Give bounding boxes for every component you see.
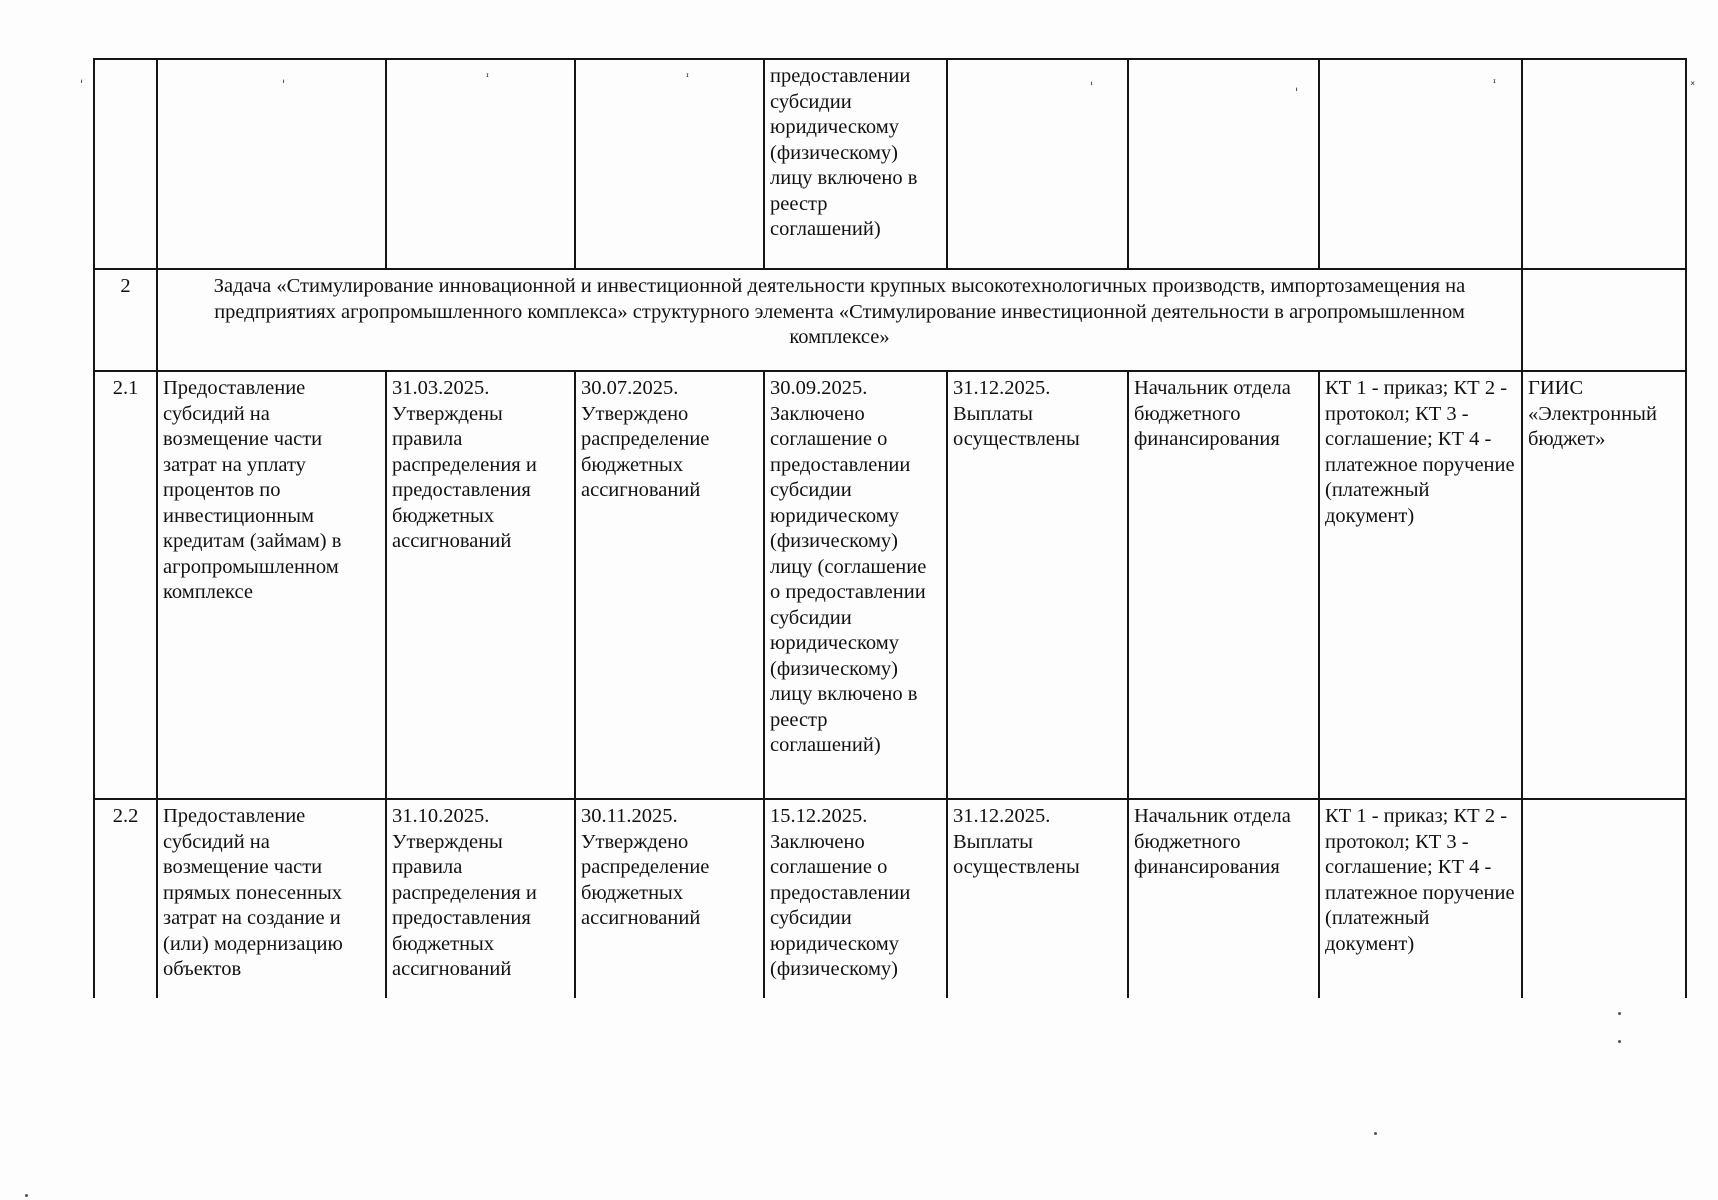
- scan-speck: [1618, 1012, 1621, 1015]
- cell-num: 2: [94, 269, 157, 371]
- cell-kt1: 31.10.2025. Утверждены правила распределения и предоставления бюджетных ассигнований: [386, 799, 575, 998]
- cell-name: Предоставление субсидий на возмещение части затрат на уплату процентов по инвестиционным кредитам (займам) в агропромышленном комплексе: [157, 371, 386, 799]
- table-row-continued: [94, 59, 1686, 269]
- cell-kt3: 30.09.2025. Заключено соглашение о предоставлении субсидии юридическому (физическому) лицу (соглашение о предоставлении субсидии юридическому (физическому) лицу включено в реестр соглашений): [764, 371, 947, 799]
- scan-mark: ˌ: [1090, 72, 1094, 86]
- task-heading: Задача «Стимулирование инновационной и инвестиционной деятельности крупных высокотехнологичных производств, импортозамещения на предприятиях агропромышленного комплекса» структурного элемента «Стимулирование инвестиционной деятельности в агропромышленном комплексе»: [157, 269, 1522, 371]
- cell-num: 2.1: [94, 371, 157, 799]
- scan-speck: [1374, 1132, 1377, 1135]
- scan-speck: [1618, 1040, 1621, 1043]
- cell-kt2: 30.07.2025. Утверждено распределение бюджетных ассигнований: [575, 371, 764, 799]
- cell-system: ГИИС «Электронный бюджет»: [1522, 371, 1686, 799]
- cell-kt4: [947, 59, 1128, 269]
- cell-kt1: 31.03.2025. Утверждены правила распределения и предоставления бюджетных ассигнований: [386, 371, 575, 799]
- cell-document: КТ 1 - приказ; КТ 2 - протокол; КТ 3 - соглашение; КТ 4 - платежное поручение (платежный документ): [1319, 371, 1522, 799]
- cell-kt4: 31.12.2025. Выплаты осуществлены: [947, 371, 1128, 799]
- table-row: [94, 371, 1686, 799]
- scan-mark: ᶦ: [1493, 76, 1497, 90]
- cell-responsible: Начальник отдела бюджетного финансирования: [1128, 799, 1319, 998]
- cell-kt3: предоставлении субсидии юридическому (физическому) лицу включено в реестр соглашений): [764, 59, 947, 269]
- scan-mark: ˣ: [1690, 78, 1696, 92]
- cell-kt4: 31.12.2025. Выплаты осуществлены: [947, 799, 1128, 998]
- plan-table: [93, 58, 1687, 998]
- cell-document: [1319, 59, 1522, 269]
- scan-mark: ˌ: [80, 70, 84, 84]
- cell-document: КТ 1 - приказ; КТ 2 - протокол; КТ 3 - соглашение; КТ 4 - платежное поручение (платежный документ): [1319, 799, 1522, 998]
- cell-system: [1522, 269, 1686, 371]
- cell-num: 2.2: [94, 799, 157, 998]
- cell-name: Предоставление субсидий на возмещение части прямых понесенных затрат на создание и (или) модернизацию объектов: [157, 799, 386, 998]
- cell-kt2: 30.11.2025. Утверждено распределение бюджетных ассигнований: [575, 799, 764, 998]
- scan-mark: ˌ: [282, 70, 286, 84]
- scan-speck: [25, 1194, 28, 1197]
- cell-system: [1522, 799, 1686, 998]
- table-row-task: [94, 269, 1686, 371]
- cell-system: [1522, 59, 1686, 269]
- cell-kt3: 15.12.2025. Заключено соглашение о предоставлении субсидии юридическому (физическому): [764, 799, 947, 998]
- scan-mark: ᶦ: [686, 70, 690, 84]
- cell-responsible: [1128, 59, 1319, 269]
- cell-kt1: [386, 59, 575, 269]
- scan-mark: ᶦ: [486, 70, 490, 84]
- cell-kt2: [575, 59, 764, 269]
- table-row: [94, 799, 1686, 998]
- scan-mark: ˌ: [1295, 78, 1299, 92]
- cell-num: [94, 59, 157, 269]
- cell-name: [157, 59, 386, 269]
- cell-responsible: Начальник отдела бюджетного финансирования: [1128, 371, 1319, 799]
